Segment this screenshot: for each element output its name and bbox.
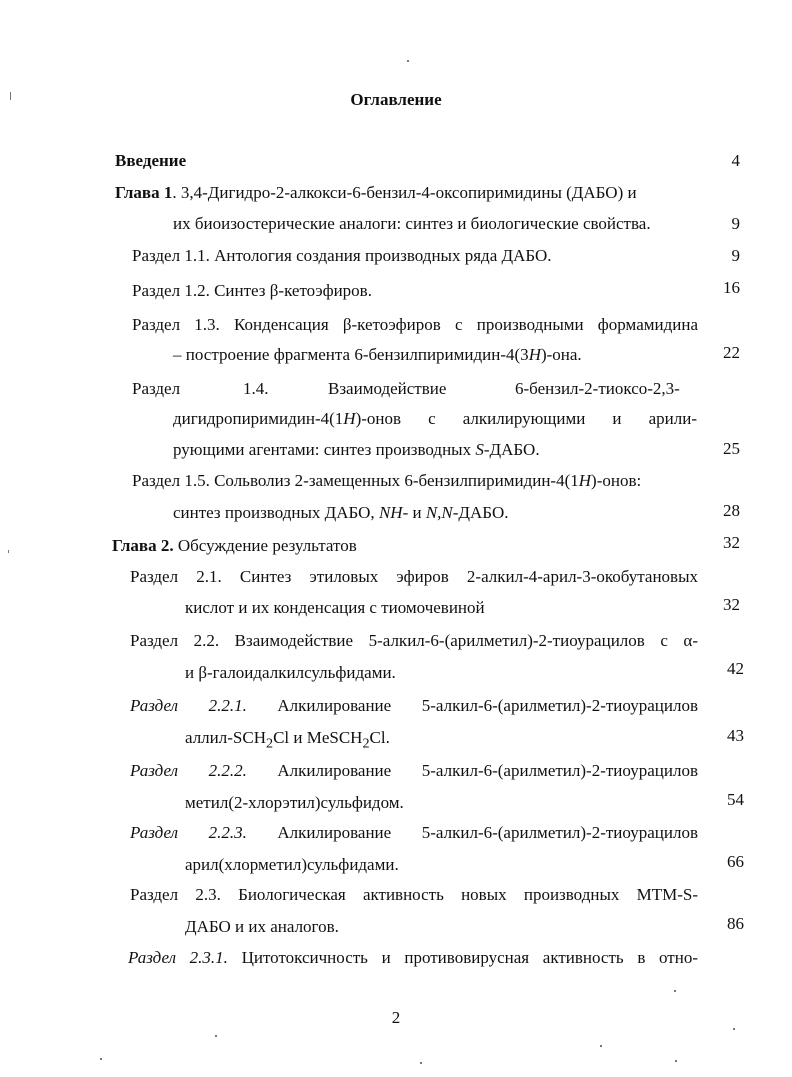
toc-entry-1-3-cont: – построение фрагмента 6-бензилпиримидин-4(3H)-она. [173, 345, 582, 364]
scan-speck [675, 1060, 677, 1062]
toc-entry-1-4-cont-2: рующими агентами: синтез производных S-ДАБО. [173, 440, 540, 459]
toc-entry-2-2-1-cont: аллил-$SCH_2Cl$ и MeSCH$_2$Cl. [185, 728, 390, 752]
toc-entry-2-2-1: Раздел 2.2.1. Алкилирование 5-алкил-6-(арилметил)-2-тиоурацилов [130, 696, 698, 715]
toc-entry-2-2-3-cont: арил(хлорметил)сульфидами. [185, 855, 399, 874]
toc-entry-2-3: Раздел 2.3. Биологическая активность новых производных MTM-S- [130, 885, 698, 904]
toc-page-2-2: 42 [727, 659, 744, 678]
toc-page-2-2-1: 43 [727, 726, 744, 745]
toc-page-intro: 4 [731, 151, 740, 170]
toc-page-2-1: 32 [723, 595, 740, 614]
page-title: Оглавление [350, 90, 442, 109]
toc-entry-1-2: Раздел 1.2. Синтез β-кетоэфиров. [132, 281, 372, 300]
toc-entry-2-2-cont: и β-галоидалкилсульфидами. [185, 663, 396, 682]
toc-entry-2-2: Раздел 2.2. Взаимодействие 5-алкил-6-(арилметил)-2-тиоурацилов с α- [130, 631, 698, 650]
toc-entry-1-4-word-1: Раздел [132, 379, 181, 398]
toc-entry-1-1: Раздел 1.1. Антология создания производных ряда ДАБО. [132, 246, 552, 265]
scan-speck [733, 1028, 735, 1030]
chapter-2-label: Глава 2. [112, 536, 174, 555]
toc-entry-1-4-word-2: 1.4. [243, 379, 269, 398]
toc-entry-chapter-2: Глава 2. Обсуждение результатов [112, 536, 357, 555]
scan-speck [674, 990, 676, 992]
toc-page-2-3: 86 [727, 914, 744, 933]
toc-page-2-2-3: 66 [727, 852, 744, 871]
toc-entry-1-5-cont: синтез производных ДАБО, NH- и N,N-ДАБО. [173, 503, 509, 522]
toc-entry-2-2-3: Раздел 2.2.3. Алкилирование 5-алкил-6-(арилметил)-2-тиоурацилов [130, 823, 698, 842]
chapter-1-label: Глава 1 [115, 183, 173, 202]
toc-page-2-2-2: 54 [727, 790, 744, 809]
toc-entry-1-4-word-4: 6-бензил-2-тиоксо-2,3- [515, 379, 680, 398]
toc-entry-2-1-cont: кислот и их конденсация с тиомочевиной [185, 598, 485, 617]
scan-speck [10, 92, 11, 100]
toc-entry-2-3-1: Раздел 2.3.1. Цитотоксичность и противовирусная активность в отно- [128, 948, 698, 967]
scan-speck [215, 1035, 217, 1037]
toc-page-chapter-1: 9 [731, 214, 740, 233]
toc-entry-1-3: Раздел 1.3. Конденсация β-кетоэфиров с производными формамидина [132, 315, 698, 334]
toc-page-1-5: 28 [723, 501, 740, 520]
page-number: 2 [391, 1008, 401, 1027]
scan-speck [100, 1058, 102, 1060]
toc-entry-2-2-2: Раздел 2.2.2. Алкилирование 5-алкил-6-(арилметил)-2-тиоурацилов [130, 761, 698, 780]
toc-entry-2-2-2-cont: метил(2-хлорэтил)сульфидом. [185, 793, 404, 812]
toc-page-chapter-2: 32 [723, 533, 740, 552]
toc-page-1-2: 16 [723, 278, 740, 297]
toc-entry-1-4-cont: дигидропиримидин-4(1H)-онов с алкилирующими и арили- [173, 409, 697, 428]
scan-speck [600, 1045, 602, 1047]
toc-entry-2-3-cont: ДАБО и их аналогов. [185, 917, 339, 936]
toc-page-1-1: 9 [731, 246, 740, 265]
toc-entry-chapter-1-cont: их биоизостерические аналоги: синтез и биологические свойства. [173, 214, 651, 233]
scan-speck [8, 550, 9, 553]
toc-entry-intro: Введение [115, 151, 187, 170]
toc-page-1-3: 22 [723, 343, 740, 362]
toc-page-1-4: 25 [723, 439, 740, 458]
scan-speck [407, 60, 409, 62]
toc-entry-2-1: Раздел 2.1. Синтез этиловых эфиров 2-алкил-4-арил-3-окобутановых [130, 567, 698, 586]
toc-entry-1-5: Раздел 1.5. Сольволиз 2-замещенных 6-бензилпиримидин-4(1H)-онов: [132, 471, 642, 490]
toc-entry-1-4-word-3: Взаимодействие [328, 379, 447, 398]
scan-speck [420, 1062, 422, 1064]
toc-entry-chapter-1: Глава 1. 3,4-Дигидро-2-алкокси-6-бензил-4-оксопиримидины (ДАБО) и [115, 183, 637, 202]
